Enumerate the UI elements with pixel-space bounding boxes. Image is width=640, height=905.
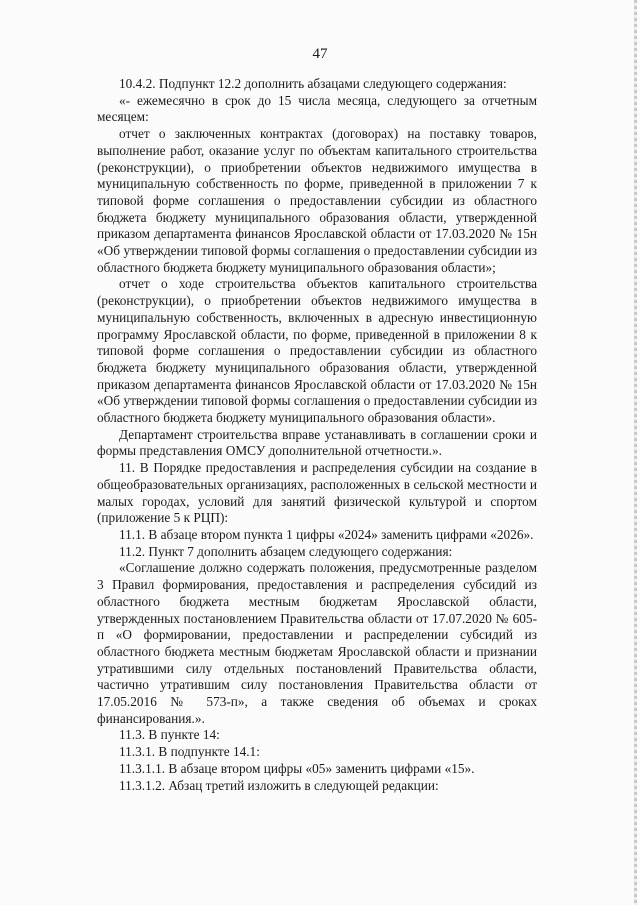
paragraph-construction-report: отчет о ходе строительства объектов капитального строительства (реконструкции), о приобретении объектов недвижимого имущества в муниципальную собственность, включенных в адресную инвестиционную программу Ярославской области, по форме, приведенной в приложении 8 к типовой форме соглашения о предоставлении субсидии из областного бюджета бюджету муниципального образования области, утвержденной приказом департамента финансов Ярославской области от 17.03.2020 № 15н «Об утверждении типовой формы соглашения о предоставлении субсидии из областного бюджета бюджету муниципального образования области».: [97, 276, 537, 426]
page-edge-shadow: [634, 0, 637, 905]
paragraph-11-3-1-1: 11.3.1.1. В абзаце втором цифры «05» заменить цифрами «15».: [119, 760, 475, 776]
paragraph-agreement-quote: «Соглашение должно содержать положения, предусмотренные разделом 3 Правил формирования, предоставления и распределения субсидий из областного бюджета местным бюджетам Ярославской области, утвержденных постановлением Правительства области от 17.07.2020 № 605-п «О формировании, предоставлении и распределении субсидий из областного бюджета местным бюджетам Ярославской области и признании утратившими силу отдельных постановлений Правительства области, частично утратившим силу постановления Правительства области от 17.05.2016 № 573-п», а также сведения об объемах и сроках финансирования.».: [97, 560, 537, 726]
paragraph-11-1: 11.1. В абзаце втором пункта 1 цифры «2024» заменить цифрами «2026».: [119, 526, 534, 542]
paragraph-department-right: Департамент строительства вправе устанавливать в соглашении сроки и формы представления ОМСУ дополнительной отчетности.».: [97, 426, 537, 459]
paragraph-monthly-deadline: «- ежемесячно в срок до 15 числа месяца, следующего за отчетным месяцем:: [97, 92, 537, 125]
paragraph-11-3: 11.3. В пункте 14:: [119, 727, 220, 743]
paragraph-11-3-1: 11.3.1. В подпункте 14.1:: [119, 744, 260, 760]
paragraph-11: 11. В Порядке предоставления и распределения субсидии на создание в общеобразовательных организациях, расположенных в сельской местности и малых городах, условий для занятий физической культурой и спортом (приложение 5 к РЦП):: [97, 460, 537, 526]
document-body: [97, 76, 537, 794]
paragraph-10-4-2: 10.4.2. Подпункт 12.2 дополнить абзацами следующего содержания:: [119, 76, 507, 91]
paragraph-contracts-report: отчет о заключенных контрактах (договорах) на поставку товаров, выполнение работ, оказание услуг по объектам капитального строительства (реконструкции), о приобретении объектов недвижимого имущества в муниципальную собственность по форме, приведенной в приложении 7 к типовой форме соглашения о предоставлении субсидии из областного бюджета бюджету муниципального образования области, утвержденной приказом департамента финансов Ярославской области от 17.03.2020 № 15н «Об утверждении типовой формы соглашения о предоставлении субсидии из областного бюджета бюджету муниципального образования области»;: [97, 126, 537, 275]
page-number: 47: [312, 46, 328, 62]
paragraph-11-3-1-2: 11.3.1.2. Абзац третий изложить в следующей редакции:: [119, 777, 439, 793]
paragraph-11-2: 11.2. Пункт 7 дополнить абзацем следующего содержания:: [119, 543, 453, 559]
